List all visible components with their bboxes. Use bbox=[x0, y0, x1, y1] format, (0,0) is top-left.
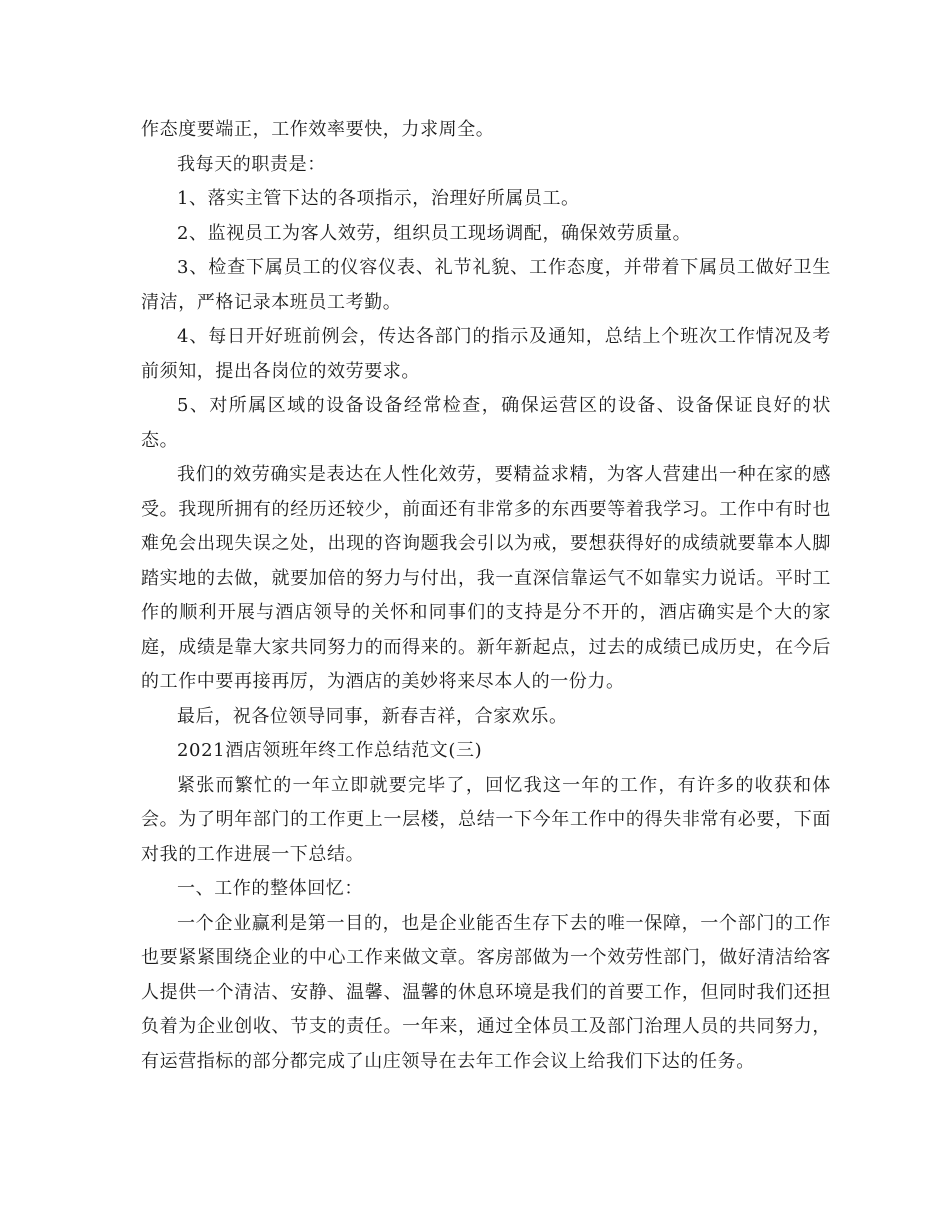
paragraph-duties-intro: 我每天的职责是： bbox=[177, 153, 326, 175]
paragraph-duty-2: 2、监视员工为客人效劳，组织员工现场调配，确保效劳质量。 bbox=[177, 222, 692, 244]
paragraph-intro: 紧张而繁忙的一年立即就要完毕了，回忆我这一年的工作，有许多的收获和体会。为了明年部门的工作更上一层楼，总结一下今年工作中的得失非常有必要，下面对我的工作进展一下总结。 bbox=[141, 774, 831, 865]
paragraph-duty-5: 5、对所属区域的设备设备经常检查，确保运营区的设备、设备保证良好的状态。 bbox=[141, 395, 831, 451]
paragraph-overview: 一个企业赢利是第一目的，也是企业能否生存下去的唯一保障，一个部门的工作也要紧紧围绕企业的中心工作来做文章。客房部做为一个效劳性部门，做好清洁给客人提供一个清洁、安静、温馨、温馨的休息环境是我们的首要工作，但同时我们还担负着为企业创收、节支的责任。一年来，通过全体员工及部门治理人员的共同努力，有运营指标的部分都完成了山庄领导在去年工作会议上给我们下达的任务。 bbox=[141, 912, 831, 1072]
subsection-heading: 一、工作的整体回忆： bbox=[177, 878, 363, 899]
paragraph-duty-1: 1、落实主管下达的各项指示，治理好所属员工。 bbox=[177, 188, 580, 209]
document-body bbox=[141, 113, 831, 1079]
paragraph-duty-4: 4、每日开好班前例会，传达各部门的指示及通知，总结上个班次工作情况及考前须知，提出各岗位的效劳要求。 bbox=[141, 326, 831, 382]
paragraph-closing-wishes: 最后，祝各位领导同事，新春吉祥，合家欢乐。 bbox=[177, 705, 568, 727]
paragraph-continuation: 作态度要端正，工作效率要快，力求周全。 bbox=[141, 119, 495, 140]
paragraph-duty-3: 3、检查下属员工的仪容仪表、礼节礼貌、工作态度，并带着下属员工做好卫生清洁，严格记录本班员工考勤。 bbox=[141, 257, 831, 313]
section-heading: 2021酒店领班年终工作总结范文(三) bbox=[177, 740, 483, 761]
paragraph-service-reflection: 我们的效劳确实是表达在人性化效劳，要精益求精，为客人营建出一种在家的感受。我现所拥有的经历还较少，前面还有非常多的东西要等着我学习。工作中有时也难免会出现失误之处，出现的咨询题我会引以为戒，要想获得好的成绩就要靠本人脚踏实地的去做，就要加倍的努力与付出，我一直深信靠运气不如靠实力说话。平时工作的顺利开展与酒店领导的关怀和同事们的支持是分不开的，酒店确实是个大的家庭，成绩是靠大家共同努力的而得来的。新年新起点，过去的成绩已成历史，在今后的工作中要再接再厉，为酒店的美妙将来尽本人的一份力。 bbox=[141, 464, 831, 692]
